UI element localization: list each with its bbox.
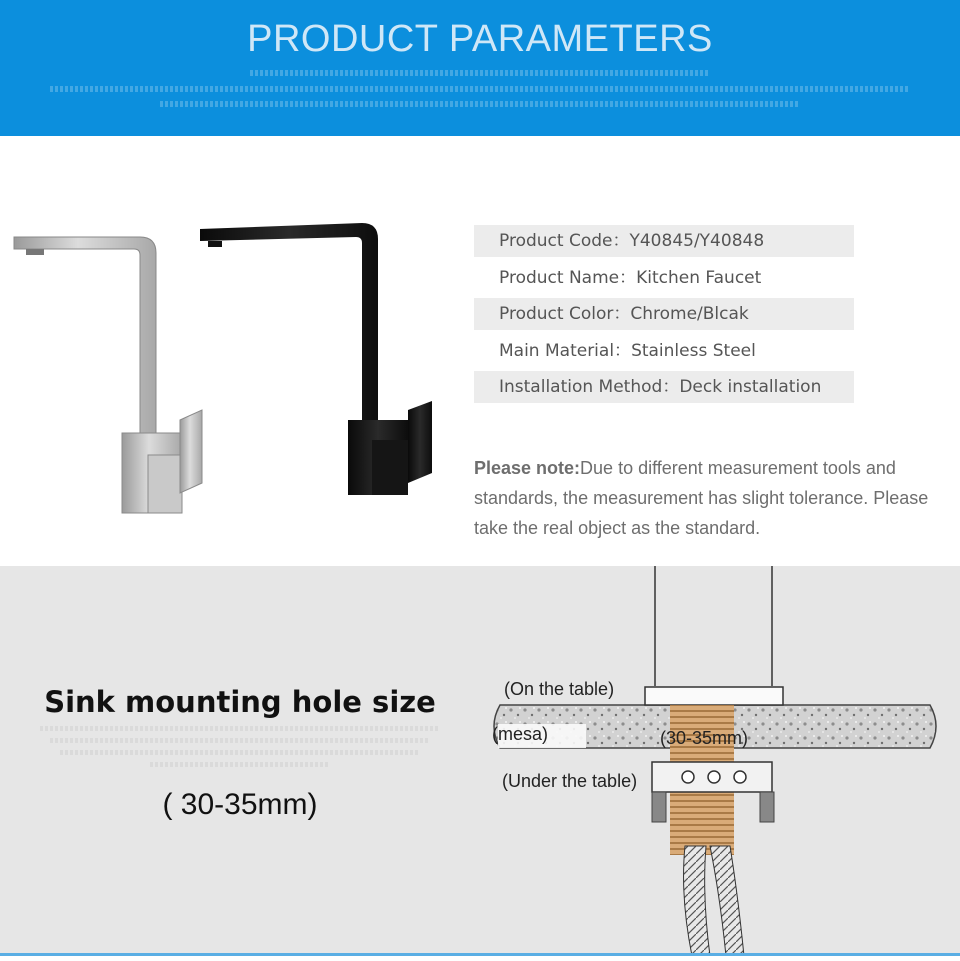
param-value: Stainless Steel	[631, 340, 756, 361]
measurement-note	[474, 453, 944, 543]
param-label: Product Name：	[499, 267, 637, 288]
installation-diagram-drawing	[480, 566, 960, 956]
param-value: Kitchen Faucet	[636, 267, 762, 288]
banner-decor-line	[250, 70, 710, 76]
param-row-installation-method	[474, 371, 854, 403]
param-label: Product Code：	[499, 231, 630, 251]
banner-decor-line	[160, 101, 800, 107]
param-value: Chrome/Blcak	[630, 304, 749, 324]
param-value: Deck installation	[679, 377, 822, 397]
installation-diagram	[480, 566, 960, 956]
param-row-product-name	[474, 262, 854, 294]
param-row-product-color	[474, 298, 854, 330]
banner-decor-line	[50, 86, 910, 92]
header-banner	[0, 0, 960, 136]
param-row-main-material	[474, 335, 854, 367]
param-label: Product Color：	[499, 304, 631, 324]
sink-decor-line	[40, 726, 440, 731]
param-value: Y40845/Y40848	[629, 231, 765, 251]
label-mesa: (mesa)	[492, 724, 549, 744]
product-parameters-list	[474, 225, 854, 408]
faucet-images	[0, 215, 450, 525]
page-title: PRODUCT PARAMETERS	[247, 18, 713, 60]
param-row-product-code	[474, 225, 854, 257]
sink-hole-size: ( 30-35mm)	[162, 788, 318, 821]
sink-decor-line	[50, 738, 430, 743]
label-thickness-range: (30-35mm)	[660, 728, 749, 748]
black-faucet-image	[200, 223, 432, 495]
label-on-the-table: (On the table)	[504, 679, 615, 699]
chrome-faucet-image	[14, 237, 202, 513]
note-heading: Please note:	[474, 458, 581, 478]
sink-decor-line	[60, 750, 420, 755]
sink-title: Sink mounting hole size	[44, 685, 436, 719]
sink-decor-line	[150, 762, 330, 767]
param-label: Installation Method：	[499, 377, 680, 397]
param-label: Main Material：	[499, 340, 632, 361]
note-text: Due to different measurement tools and standards, the measurement has slight tolerance. Please take the real object as the standard.	[474, 458, 929, 538]
sink-mounting-section	[0, 566, 960, 956]
label-under-the-table: (Under the table)	[502, 771, 638, 791]
